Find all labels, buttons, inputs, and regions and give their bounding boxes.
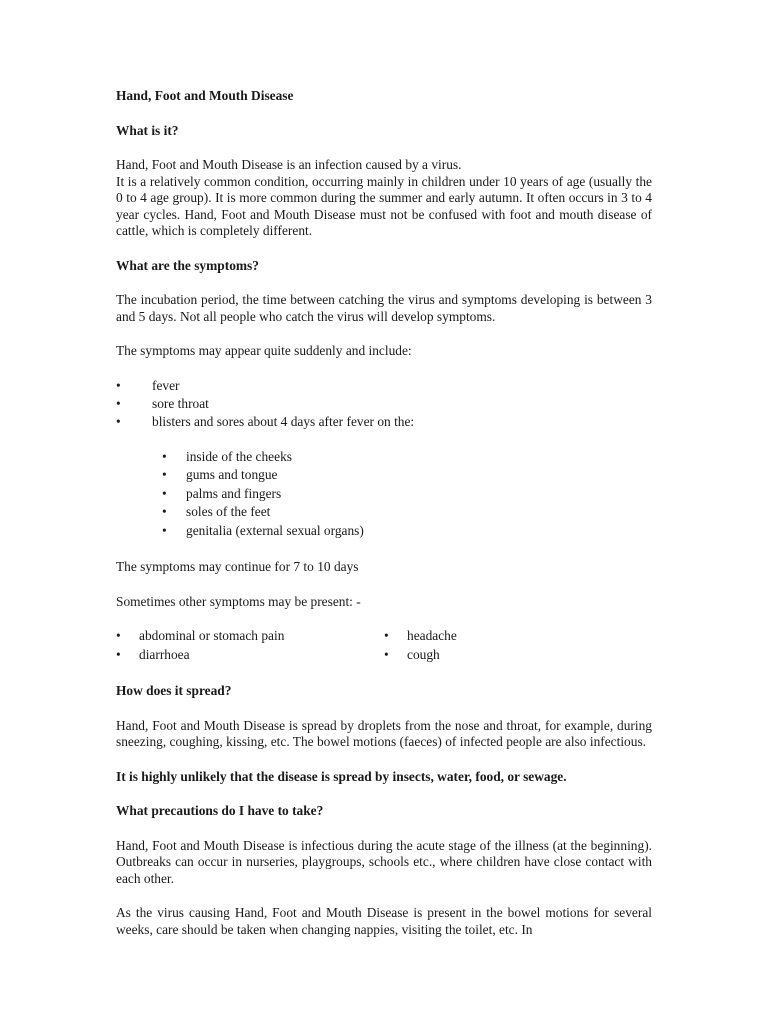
precautions-paragraph-2: As the virus causing Hand, Foot and Mouth Disease is present in the bowel motions for several weeks, care should be taken when changing nappies, visiting the toilet, etc. In — [116, 905, 652, 937]
blister-locations-list — [162, 449, 652, 542]
spread-emphasis: It is highly unlikely that the disease is spread by insects, water, food, or sewage. — [116, 768, 567, 784]
list-item: • blisters and sores about 4 days after fever on the: — [116, 414, 652, 432]
other-symptoms-left — [116, 628, 384, 666]
list-item: • palms and fingers — [162, 486, 652, 505]
heading-precautions: What precautions do I have to take? — [116, 803, 324, 818]
list-item: • soles of the feet — [162, 504, 652, 523]
list-item: • headache — [384, 628, 652, 647]
list-item: • inside of the cheeks — [162, 449, 652, 468]
what-is-it-line-1: Hand, Foot and Mouth Disease is an infection caused by a virus. — [116, 157, 462, 172]
list-item: • sore throat — [116, 396, 652, 414]
heading-symptoms: What are the symptoms? — [116, 257, 259, 273]
list-item: • fever — [116, 378, 652, 396]
list-item: • gums and tongue — [162, 467, 652, 486]
what-is-it-line-2: It is a relatively common condition, occurring mainly in children under 10 years of age (usually the 0 to 4 age group). It is more common during the summer and early autumn. It often occurs in 3 to 4 year cycles. Hand, Foot and Mouth Disease must not be confused with foot and mouth disease of cattle, which is completely different. — [116, 173, 652, 238]
document-title: Hand, Foot and Mouth Disease — [116, 88, 294, 103]
list-item: • genitalia (external sexual organs) — [162, 523, 652, 542]
precautions-paragraph-1: Hand, Foot and Mouth Disease is infectious during the acute stage of the illness (at the beginning). Outbreaks can occur in nurseries, playgroups, schools etc., where children have close contact with each other. — [116, 837, 652, 886]
spread-paragraph: Hand, Foot and Mouth Disease is spread by droplets from the nose and throat, for example, during sneezing, coughing, kissing, etc. The bowel motions (faeces) of infected people are also infectious. — [116, 717, 652, 749]
other-symptoms-intro: Sometimes other symptoms may be present: - — [116, 593, 361, 609]
symptoms-duration: The symptoms may continue for 7 to 10 days — [116, 559, 359, 574]
list-item: • cough — [384, 647, 652, 666]
other-symptoms-right — [384, 628, 652, 666]
heading-spread: How does it spread? — [116, 683, 232, 698]
other-symptoms-columns — [116, 628, 652, 666]
list-item: • abdominal or stomach pain — [116, 628, 384, 647]
symptoms-list — [116, 378, 652, 432]
symptoms-intro: The symptoms may appear quite suddenly and include: — [116, 343, 412, 358]
incubation-paragraph: The incubation period, the time between catching the virus and symptoms developing is between 3 and 5 days. Not all people who catch the virus will develop symptoms. — [116, 292, 652, 324]
heading-what-is-it: What is it? — [116, 122, 179, 138]
list-item: • diarrhoea — [116, 647, 384, 666]
